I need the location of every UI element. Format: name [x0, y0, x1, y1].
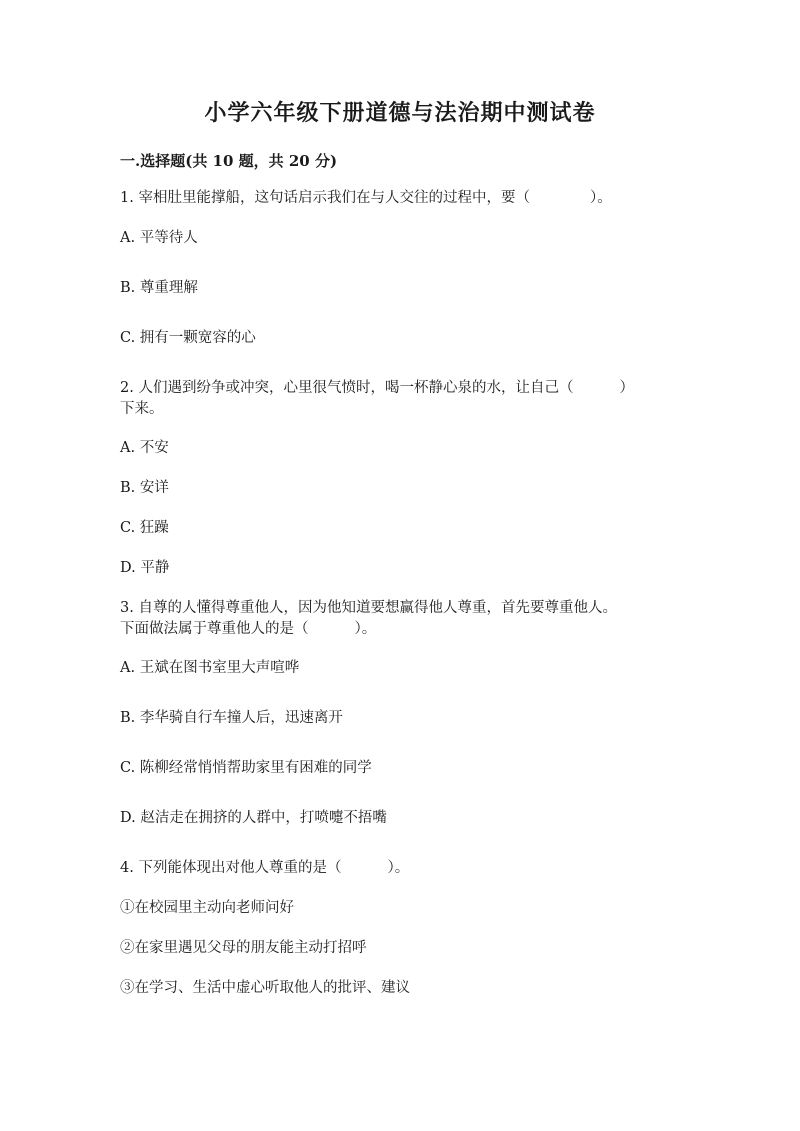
question-3-stem-line1: 3. 自尊的人懂得尊重他人，因为他知道要想赢得他人尊重，首先要尊重他人。: [120, 600, 617, 616]
question-3-stem: [120, 619, 376, 639]
question-4-item-2: ②在家里遇见父母的朋友能主动打招呼: [120, 940, 367, 956]
question-2-stem-text: 2. 人们遇到纷争或冲突，心里很气愤时，喝一杯静心泉的水，让自己（: [120, 380, 574, 396]
question-2-option-d: D. 平静: [120, 560, 170, 576]
question-1-option-a: A. 平等待人: [120, 230, 198, 246]
question-2-stem-line2: 下来。: [120, 401, 164, 417]
question-2-option-a: A. 不安: [120, 440, 169, 456]
question-1-option-c: C. 拥有一颗宽容的心: [120, 330, 256, 346]
question-1-stem: [120, 188, 612, 208]
question-2-stem-end: ）: [619, 380, 634, 396]
question-4-stem-text: 4. 下列能体现出对他人尊重的是（: [120, 860, 342, 876]
question-3-option-b: B. 李华骑自行车撞人后，迅速离开: [120, 710, 343, 726]
question-4-item-3: ③在学习、生活中虚心听取他人的批评、建议: [120, 980, 410, 996]
question-4-stem: [120, 858, 409, 878]
question-3-option-a: A. 王斌在图书室里大声喧哗: [120, 660, 300, 676]
question-4-stem-end: ）。: [387, 860, 410, 876]
question-2-stem: [120, 378, 634, 398]
section-heading: 一.选择题(共 10 题，共 20 分): [120, 152, 338, 170]
question-1-option-b: B. 尊重理解: [120, 280, 198, 296]
question-2-option-c: C. 狂躁: [120, 520, 169, 536]
question-3-stem-text: 下面做法属于尊重他人的是（: [120, 621, 309, 637]
question-3-option-d: D. 赵洁走在拥挤的人群中，打喷嚏不捂嘴: [120, 810, 387, 826]
question-1-stem-text: 1. 宰相肚里能撑船，这句话启示我们在与人交往的过程中，要（: [120, 190, 530, 206]
question-3-stem-end: ）。: [354, 621, 377, 637]
question-4-item-1: ①在校园里主动向老师问好: [120, 900, 294, 916]
question-2-option-b: B. 安详: [120, 480, 169, 496]
page-title: 小学六年级下册道德与法治期中测试卷: [204, 100, 596, 126]
question-1-stem-end: ）。: [589, 190, 612, 206]
question-3-option-c: C. 陈柳经常悄悄帮助家里有困难的同学: [120, 760, 372, 776]
